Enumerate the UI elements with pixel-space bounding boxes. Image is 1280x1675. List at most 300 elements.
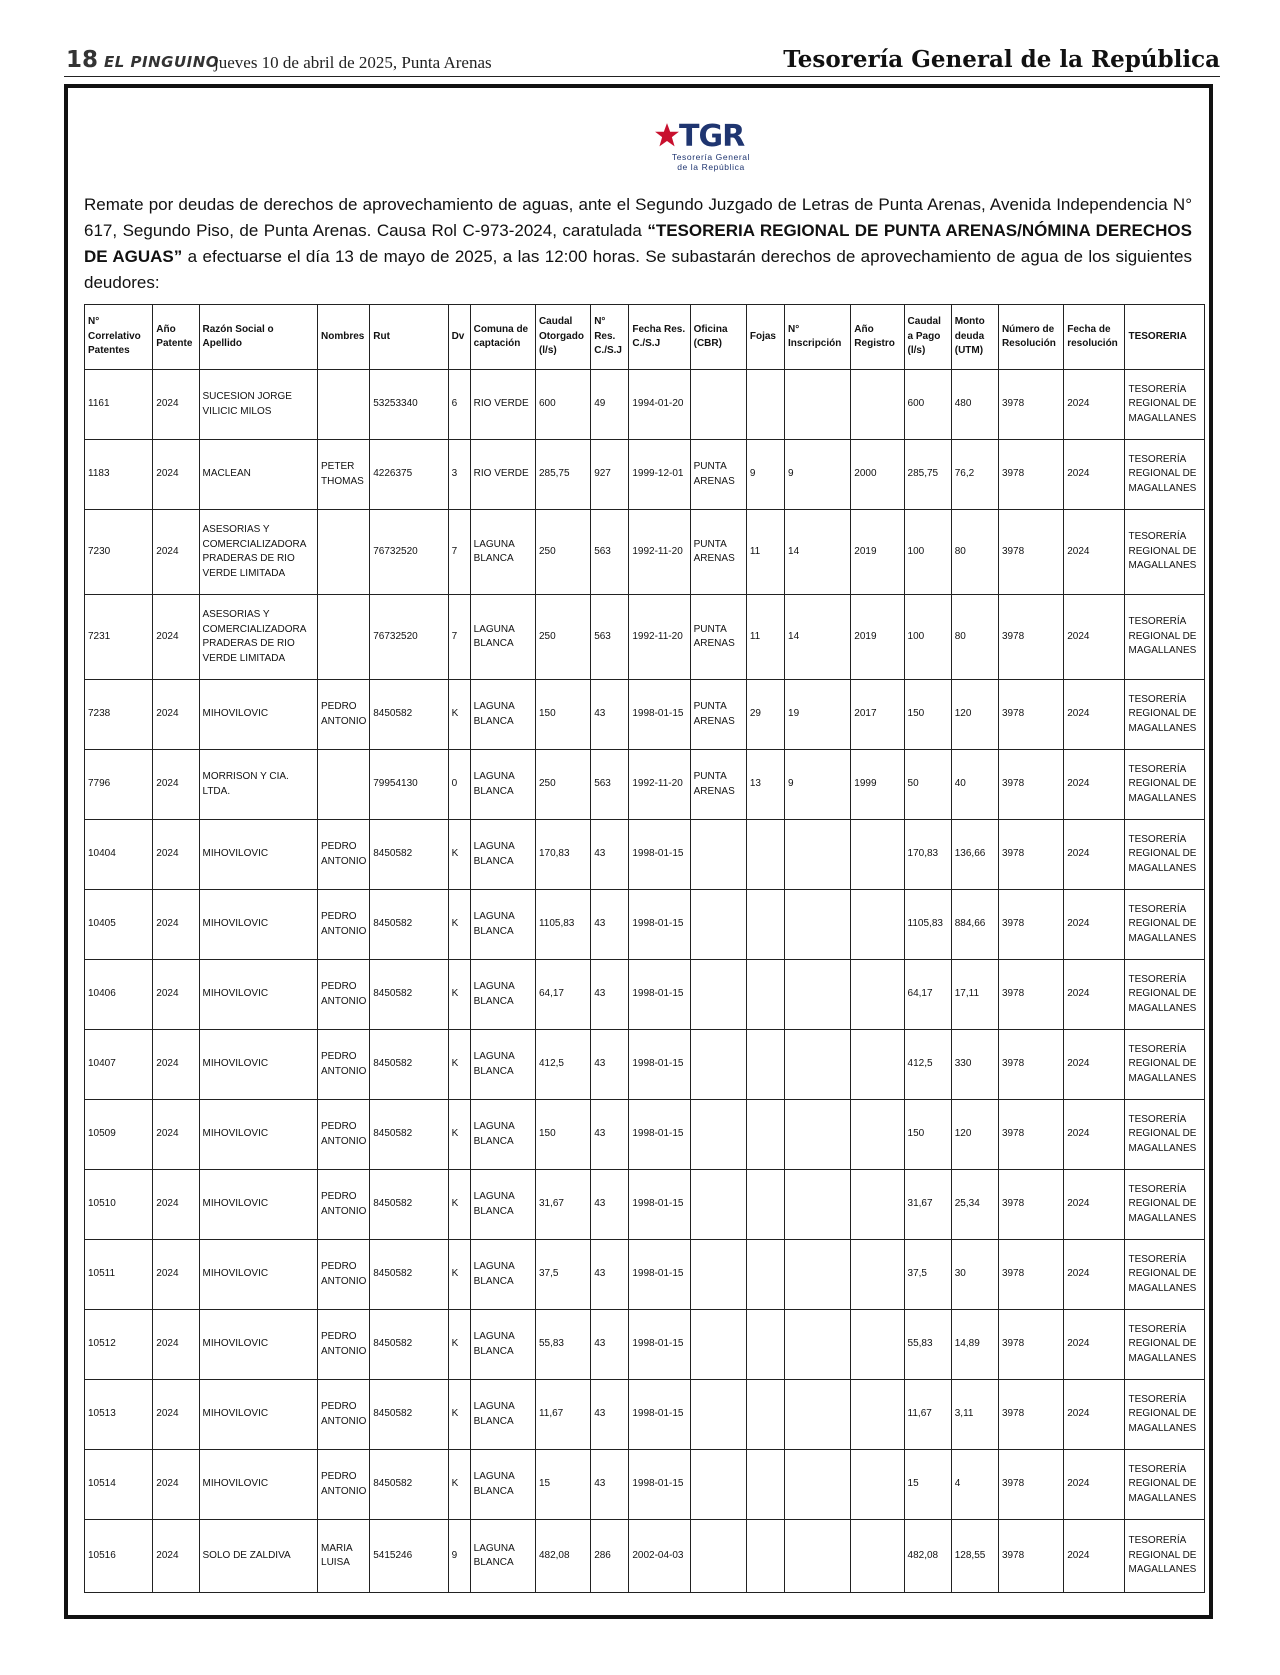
table-cell bbox=[851, 1100, 904, 1170]
table-cell: 3978 bbox=[998, 1450, 1063, 1520]
table-cell: 412,5 bbox=[535, 1030, 590, 1100]
table-cell: MIHOVILOVIC bbox=[199, 1030, 318, 1100]
table-cell bbox=[690, 1380, 746, 1450]
table-cell: 2002-04-03 bbox=[629, 1520, 690, 1593]
table-cell bbox=[690, 1030, 746, 1100]
column-header: Número de Resolución bbox=[998, 305, 1063, 370]
table-cell: 3978 bbox=[998, 960, 1063, 1030]
table-cell: 3978 bbox=[998, 595, 1063, 680]
table-cell: 3978 bbox=[998, 370, 1063, 440]
table-cell bbox=[746, 1030, 784, 1100]
table-cell: 563 bbox=[591, 750, 629, 820]
table-header-row bbox=[85, 305, 1205, 370]
table-cell: 80 bbox=[951, 595, 998, 680]
table-cell: PEDRO ANTONIO bbox=[318, 1310, 370, 1380]
table-cell: 10407 bbox=[85, 1030, 153, 1100]
table-cell: 19 bbox=[785, 680, 851, 750]
table-cell: 927 bbox=[591, 440, 629, 510]
column-header: N° Res. C./S.J bbox=[591, 305, 629, 370]
column-header: Rut bbox=[370, 305, 448, 370]
table-cell: 1105,83 bbox=[904, 890, 951, 960]
table-cell bbox=[746, 1520, 784, 1593]
table-cell: 9 bbox=[746, 440, 784, 510]
table-cell: PUNTA ARENAS bbox=[690, 440, 746, 510]
table-cell: 170,83 bbox=[535, 820, 590, 890]
table-cell: 8450582 bbox=[370, 1170, 448, 1240]
table-cell: 3978 bbox=[998, 1310, 1063, 1380]
table-cell: K bbox=[448, 1100, 470, 1170]
table-cell: 31,67 bbox=[535, 1170, 590, 1240]
table-cell: PUNTA ARENAS bbox=[690, 510, 746, 595]
table-cell: 2024 bbox=[1064, 595, 1125, 680]
table-cell: 3978 bbox=[998, 680, 1063, 750]
table-cell: 2024 bbox=[1064, 680, 1125, 750]
table-cell: K bbox=[448, 1450, 470, 1520]
table-cell: 14 bbox=[785, 510, 851, 595]
logo-subtitle-1: Tesorería General bbox=[671, 152, 751, 162]
table-cell: 330 bbox=[951, 1030, 998, 1100]
table-cell: 1998-01-15 bbox=[629, 960, 690, 1030]
table-row bbox=[85, 890, 1205, 960]
table-cell: TESORERÍA REGIONAL DE MAGALLANES bbox=[1125, 960, 1205, 1030]
table-row bbox=[85, 820, 1205, 890]
table-cell: K bbox=[448, 1240, 470, 1310]
table-cell: 10510 bbox=[85, 1170, 153, 1240]
table-cell: K bbox=[448, 1170, 470, 1240]
table-cell: SOLO DE ZALDIVA bbox=[199, 1520, 318, 1593]
table-cell: TESORERÍA REGIONAL DE MAGALLANES bbox=[1125, 1170, 1205, 1240]
table-cell: 2024 bbox=[1064, 1520, 1125, 1593]
table-cell: 43 bbox=[591, 1240, 629, 1310]
table-cell: 7238 bbox=[85, 680, 153, 750]
column-header: Oficina (CBR) bbox=[690, 305, 746, 370]
table-cell: K bbox=[448, 1030, 470, 1100]
table-cell: 2024 bbox=[1064, 1170, 1125, 1240]
table-cell bbox=[746, 1240, 784, 1310]
table-row bbox=[85, 680, 1205, 750]
table-cell bbox=[785, 1380, 851, 1450]
table-cell: 43 bbox=[591, 1100, 629, 1170]
table-cell: 2024 bbox=[1064, 1380, 1125, 1450]
column-header: Año Patente bbox=[153, 305, 199, 370]
table-cell bbox=[785, 1520, 851, 1593]
table-cell: TESORERÍA REGIONAL DE MAGALLANES bbox=[1125, 440, 1205, 510]
table-cell: 2024 bbox=[153, 440, 199, 510]
logo-subtitle-2: de la República bbox=[677, 162, 745, 172]
table-cell: K bbox=[448, 890, 470, 960]
table-cell: 1992-11-20 bbox=[629, 595, 690, 680]
table-cell bbox=[785, 820, 851, 890]
table-cell: 2024 bbox=[1064, 1100, 1125, 1170]
table-cell: MACLEAN bbox=[199, 440, 318, 510]
table-cell: ASESORIAS Y COMERCIALIZADORA PRADERAS DE RIO VERDE LIMITADA bbox=[199, 510, 318, 595]
table-row bbox=[85, 370, 1205, 440]
table-cell: TESORERÍA REGIONAL DE MAGALLANES bbox=[1125, 510, 1205, 595]
table-cell: 3978 bbox=[998, 820, 1063, 890]
table-cell: 1105,83 bbox=[535, 890, 590, 960]
table-cell: 250 bbox=[535, 750, 590, 820]
table-cell: 2024 bbox=[153, 1030, 199, 1100]
table-cell: 2019 bbox=[851, 595, 904, 680]
newspaper-header bbox=[64, 46, 1220, 77]
table-cell: TESORERÍA REGIONAL DE MAGALLANES bbox=[1125, 370, 1205, 440]
table-cell: 2024 bbox=[153, 1170, 199, 1240]
table-cell: PEDRO ANTONIO bbox=[318, 960, 370, 1030]
table-cell: 2024 bbox=[153, 1100, 199, 1170]
debtors-table bbox=[84, 304, 1205, 1593]
table-cell: 2024 bbox=[1064, 1240, 1125, 1310]
table-cell: 2024 bbox=[153, 370, 199, 440]
table-cell: 482,08 bbox=[535, 1520, 590, 1593]
table-cell: PEDRO ANTONIO bbox=[318, 820, 370, 890]
table-cell bbox=[318, 510, 370, 595]
column-header: Fecha de resolución bbox=[1064, 305, 1125, 370]
table-cell: 40 bbox=[951, 750, 998, 820]
table-cell: 2024 bbox=[1064, 370, 1125, 440]
table-cell: 43 bbox=[591, 890, 629, 960]
table-cell: PUNTA ARENAS bbox=[690, 680, 746, 750]
table-cell: 2024 bbox=[153, 750, 199, 820]
table-row bbox=[85, 1450, 1205, 1520]
table-cell: TESORERÍA REGIONAL DE MAGALLANES bbox=[1125, 750, 1205, 820]
table-cell: 1999 bbox=[851, 750, 904, 820]
table-cell bbox=[785, 890, 851, 960]
column-header: Caudal Otorgado (l/s) bbox=[535, 305, 590, 370]
table-cell bbox=[851, 1030, 904, 1100]
table-cell: 10406 bbox=[85, 960, 153, 1030]
table-cell: LAGUNA BLANCA bbox=[470, 1380, 535, 1450]
table-cell: 13 bbox=[746, 750, 784, 820]
table-cell: K bbox=[448, 1310, 470, 1380]
table-cell: 128,55 bbox=[951, 1520, 998, 1593]
table-cell: MARIA LUISA bbox=[318, 1520, 370, 1593]
table-cell: K bbox=[448, 820, 470, 890]
table-cell: 285,75 bbox=[904, 440, 951, 510]
table-cell: 250 bbox=[535, 510, 590, 595]
table-cell: 600 bbox=[904, 370, 951, 440]
table-cell bbox=[690, 820, 746, 890]
table-cell: MIHOVILOVIC bbox=[199, 890, 318, 960]
table-cell: 286 bbox=[591, 1520, 629, 1593]
table-cell bbox=[746, 1450, 784, 1520]
table-cell bbox=[851, 1380, 904, 1450]
table-cell: 49 bbox=[591, 370, 629, 440]
table-cell: 1998-01-15 bbox=[629, 680, 690, 750]
table-cell: 2024 bbox=[153, 890, 199, 960]
table-cell: 1994-01-20 bbox=[629, 370, 690, 440]
table-cell bbox=[851, 1520, 904, 1593]
table-cell: 412,5 bbox=[904, 1030, 951, 1100]
table-cell: PETER THOMAS bbox=[318, 440, 370, 510]
table-cell: K bbox=[448, 960, 470, 1030]
table-cell bbox=[851, 1170, 904, 1240]
table-cell: 2024 bbox=[153, 820, 199, 890]
table-cell: 136,66 bbox=[951, 820, 998, 890]
table-cell: 100 bbox=[904, 595, 951, 680]
table-cell: 1998-01-15 bbox=[629, 1170, 690, 1240]
table-cell: TESORERÍA REGIONAL DE MAGALLANES bbox=[1125, 1240, 1205, 1310]
column-header: N° Correlativo Patentes bbox=[85, 305, 153, 370]
table-cell: 2024 bbox=[1064, 890, 1125, 960]
table-cell: 10511 bbox=[85, 1240, 153, 1310]
table-cell bbox=[690, 1170, 746, 1240]
table-cell: 150 bbox=[535, 1100, 590, 1170]
table-cell bbox=[851, 820, 904, 890]
table-cell: 8450582 bbox=[370, 680, 448, 750]
table-cell: 3978 bbox=[998, 1100, 1063, 1170]
table-row bbox=[85, 960, 1205, 1030]
intro-text-before: Remate por deudas de derechos de aprovechamiento de aguas, ante el Segundo Juzgado de Letras de Punta Arenas, Avenida Independencia N° 617, Segundo Piso, de Punta Arenas. Causa Rol C-973-2024, caratulada bbox=[84, 195, 1192, 240]
table-cell: 9 bbox=[785, 750, 851, 820]
table-row bbox=[85, 1310, 1205, 1380]
table-cell: TESORERÍA REGIONAL DE MAGALLANES bbox=[1125, 1100, 1205, 1170]
table-cell: 3978 bbox=[998, 1520, 1063, 1593]
table-cell: 7230 bbox=[85, 510, 153, 595]
table-cell: 31,67 bbox=[904, 1170, 951, 1240]
table-cell: 3978 bbox=[998, 1380, 1063, 1450]
table-cell: 79954130 bbox=[370, 750, 448, 820]
table-cell: 8450582 bbox=[370, 1450, 448, 1520]
table-cell: 37,5 bbox=[904, 1240, 951, 1310]
table-cell bbox=[690, 1310, 746, 1380]
table-cell: LAGUNA BLANCA bbox=[470, 1030, 535, 1100]
table-cell: PEDRO ANTONIO bbox=[318, 1030, 370, 1100]
table-cell: 3978 bbox=[998, 750, 1063, 820]
table-body bbox=[85, 370, 1205, 1593]
table-cell bbox=[746, 1170, 784, 1240]
table-cell bbox=[690, 1520, 746, 1593]
table-row bbox=[85, 440, 1205, 510]
table-cell: 17,11 bbox=[951, 960, 998, 1030]
table-cell: TESORERÍA REGIONAL DE MAGALLANES bbox=[1125, 890, 1205, 960]
column-header: N° Inscripción bbox=[785, 305, 851, 370]
table-cell: RIO VERDE bbox=[470, 370, 535, 440]
table-cell: PEDRO ANTONIO bbox=[318, 1100, 370, 1170]
column-header: TESORERIA bbox=[1125, 305, 1205, 370]
table-cell: 43 bbox=[591, 820, 629, 890]
table-cell bbox=[785, 1450, 851, 1520]
table-cell: 1998-01-15 bbox=[629, 890, 690, 960]
table-cell: MIHOVILOVIC bbox=[199, 680, 318, 750]
table-cell: 43 bbox=[591, 1310, 629, 1380]
table-cell: 14 bbox=[785, 595, 851, 680]
column-header: Nombres bbox=[318, 305, 370, 370]
table-cell: 6 bbox=[448, 370, 470, 440]
notice-frame bbox=[64, 84, 1213, 1619]
intro-case-title: “TESORERIA REGIONAL DE PUNTA ARENAS/NÓMINA DERECHOS DE AGUAS” bbox=[84, 221, 1192, 266]
table-cell: 2024 bbox=[1064, 1310, 1125, 1380]
table-cell: PUNTA ARENAS bbox=[690, 750, 746, 820]
table-cell: TESORERÍA REGIONAL DE MAGALLANES bbox=[1125, 1030, 1205, 1100]
table-cell bbox=[746, 890, 784, 960]
section-title: Tesorería General de la República bbox=[783, 46, 1220, 73]
table-cell: 5415246 bbox=[370, 1520, 448, 1593]
table-row bbox=[85, 1100, 1205, 1170]
debtors-table-wrapper bbox=[84, 304, 1205, 1593]
table-cell: 76732520 bbox=[370, 510, 448, 595]
table-cell: 170,83 bbox=[904, 820, 951, 890]
table-cell: 43 bbox=[591, 1380, 629, 1450]
column-header: Año Registro bbox=[851, 305, 904, 370]
table-cell: 53253340 bbox=[370, 370, 448, 440]
table-cell: 43 bbox=[591, 1170, 629, 1240]
table-cell bbox=[746, 370, 784, 440]
table-cell: K bbox=[448, 1380, 470, 1450]
table-cell: 2024 bbox=[153, 1380, 199, 1450]
table-cell bbox=[785, 370, 851, 440]
table-cell: 1998-01-15 bbox=[629, 1380, 690, 1450]
column-header: Comuna de captación bbox=[470, 305, 535, 370]
table-row bbox=[85, 1240, 1205, 1310]
column-header: Fojas bbox=[746, 305, 784, 370]
table-cell: 64,17 bbox=[904, 960, 951, 1030]
table-cell: 8450582 bbox=[370, 1310, 448, 1380]
table-cell: 55,83 bbox=[535, 1310, 590, 1380]
date-line: jueves 10 de abril de 2025, Punta Arenas bbox=[214, 53, 492, 72]
table-cell: 50 bbox=[904, 750, 951, 820]
table-row bbox=[85, 1170, 1205, 1240]
table-cell: LAGUNA BLANCA bbox=[470, 1240, 535, 1310]
table-cell: PEDRO ANTONIO bbox=[318, 1450, 370, 1520]
table-cell: 1998-01-15 bbox=[629, 820, 690, 890]
table-cell: 55,83 bbox=[904, 1310, 951, 1380]
table-cell: 8450582 bbox=[370, 1030, 448, 1100]
table-cell bbox=[318, 595, 370, 680]
table-cell: MIHOVILOVIC bbox=[199, 1310, 318, 1380]
table-cell: 10405 bbox=[85, 890, 153, 960]
table-cell: 7 bbox=[448, 510, 470, 595]
table-cell bbox=[746, 1100, 784, 1170]
table-cell: PEDRO ANTONIO bbox=[318, 680, 370, 750]
table-cell: TESORERÍA REGIONAL DE MAGALLANES bbox=[1125, 680, 1205, 750]
table-cell: LAGUNA BLANCA bbox=[470, 890, 535, 960]
table-cell: LAGUNA BLANCA bbox=[470, 750, 535, 820]
table-cell bbox=[785, 960, 851, 1030]
table-cell: 10512 bbox=[85, 1310, 153, 1380]
table-cell: PUNTA ARENAS bbox=[690, 595, 746, 680]
table-cell bbox=[851, 1240, 904, 1310]
table-cell: LAGUNA BLANCA bbox=[470, 1520, 535, 1593]
column-header: Razón Social o Apellido bbox=[199, 305, 318, 370]
table-cell: TESORERÍA REGIONAL DE MAGALLANES bbox=[1125, 1450, 1205, 1520]
table-cell bbox=[690, 1100, 746, 1170]
table-cell: 1998-01-15 bbox=[629, 1450, 690, 1520]
table-row bbox=[85, 750, 1205, 820]
table-cell: 0 bbox=[448, 750, 470, 820]
table-cell: LAGUNA BLANCA bbox=[470, 960, 535, 1030]
table-cell: 2024 bbox=[153, 1310, 199, 1380]
table-cell bbox=[785, 1240, 851, 1310]
table-cell bbox=[318, 370, 370, 440]
table-cell: TESORERÍA REGIONAL DE MAGALLANES bbox=[1125, 1380, 1205, 1450]
table-cell: 3 bbox=[448, 440, 470, 510]
table-cell: 2024 bbox=[1064, 960, 1125, 1030]
table-cell: 2024 bbox=[1064, 1450, 1125, 1520]
table-cell: 8450582 bbox=[370, 890, 448, 960]
table-cell: 563 bbox=[591, 595, 629, 680]
table-cell: 76,2 bbox=[951, 440, 998, 510]
table-cell: 3,11 bbox=[951, 1380, 998, 1450]
table-row bbox=[85, 510, 1205, 595]
table-cell: 2024 bbox=[153, 1520, 199, 1593]
table-cell: 8450582 bbox=[370, 1100, 448, 1170]
table-cell: 10509 bbox=[85, 1100, 153, 1170]
table-cell bbox=[746, 1310, 784, 1380]
table-cell: 8450582 bbox=[370, 820, 448, 890]
table-cell: 80 bbox=[951, 510, 998, 595]
table-cell: K bbox=[448, 680, 470, 750]
newspaper-name: EL PINGUINO bbox=[104, 53, 220, 71]
table-cell: 2017 bbox=[851, 680, 904, 750]
table-cell: LAGUNA BLANCA bbox=[470, 1450, 535, 1520]
table-cell: TESORERÍA REGIONAL DE MAGALLANES bbox=[1125, 1310, 1205, 1380]
table-cell: 2024 bbox=[153, 680, 199, 750]
table-cell: MIHOVILOVIC bbox=[199, 1380, 318, 1450]
table-cell: 3978 bbox=[998, 510, 1063, 595]
table-cell: 43 bbox=[591, 680, 629, 750]
table-cell: 482,08 bbox=[904, 1520, 951, 1593]
star-icon bbox=[654, 122, 680, 148]
table-row bbox=[85, 595, 1205, 680]
table-cell: MIHOVILOVIC bbox=[199, 1100, 318, 1170]
table-cell bbox=[690, 960, 746, 1030]
table-cell: 43 bbox=[591, 960, 629, 1030]
table-cell bbox=[851, 1450, 904, 1520]
tgr-logo bbox=[654, 119, 754, 182]
table-cell: 37,5 bbox=[535, 1240, 590, 1310]
table-cell: 2024 bbox=[1064, 440, 1125, 510]
table-cell bbox=[690, 370, 746, 440]
table-cell bbox=[746, 820, 784, 890]
table-cell bbox=[690, 1240, 746, 1310]
table-cell: 285,75 bbox=[535, 440, 590, 510]
table-cell: MORRISON Y CIA. LTDA. bbox=[199, 750, 318, 820]
table-row bbox=[85, 1030, 1205, 1100]
table-cell: 11,67 bbox=[535, 1380, 590, 1450]
table-cell bbox=[851, 1310, 904, 1380]
table-cell: 1999-12-01 bbox=[629, 440, 690, 510]
table-cell: 3978 bbox=[998, 1240, 1063, 1310]
table-cell: 2024 bbox=[153, 510, 199, 595]
page-number: 18 bbox=[66, 47, 99, 73]
table-cell: 120 bbox=[951, 1100, 998, 1170]
table-cell: 1992-11-20 bbox=[629, 510, 690, 595]
table-cell: 9 bbox=[785, 440, 851, 510]
table-row bbox=[85, 1380, 1205, 1450]
table-cell: 9 bbox=[448, 1520, 470, 1593]
table-cell: PEDRO ANTONIO bbox=[318, 1170, 370, 1240]
table-cell: 2019 bbox=[851, 510, 904, 595]
table-cell: 2024 bbox=[153, 960, 199, 1030]
table-cell: 10516 bbox=[85, 1520, 153, 1593]
table-cell bbox=[318, 750, 370, 820]
table-cell: 1998-01-15 bbox=[629, 1030, 690, 1100]
table-cell: 4 bbox=[951, 1450, 998, 1520]
table-cell: 7231 bbox=[85, 595, 153, 680]
table-cell: 3978 bbox=[998, 1170, 1063, 1240]
table-cell: 480 bbox=[951, 370, 998, 440]
table-cell: 3978 bbox=[998, 890, 1063, 960]
table-cell: ASESORIAS Y COMERCIALIZADORA PRADERAS DE RIO VERDE LIMITADA bbox=[199, 595, 318, 680]
table-cell: 563 bbox=[591, 510, 629, 595]
column-header: Fecha Res. C./S.J bbox=[629, 305, 690, 370]
table-cell: 1183 bbox=[85, 440, 153, 510]
column-header: Caudal a Pago (l/s) bbox=[904, 305, 951, 370]
table-cell bbox=[851, 960, 904, 1030]
table-cell: 600 bbox=[535, 370, 590, 440]
table-cell: 15 bbox=[535, 1450, 590, 1520]
table-cell: 150 bbox=[535, 680, 590, 750]
